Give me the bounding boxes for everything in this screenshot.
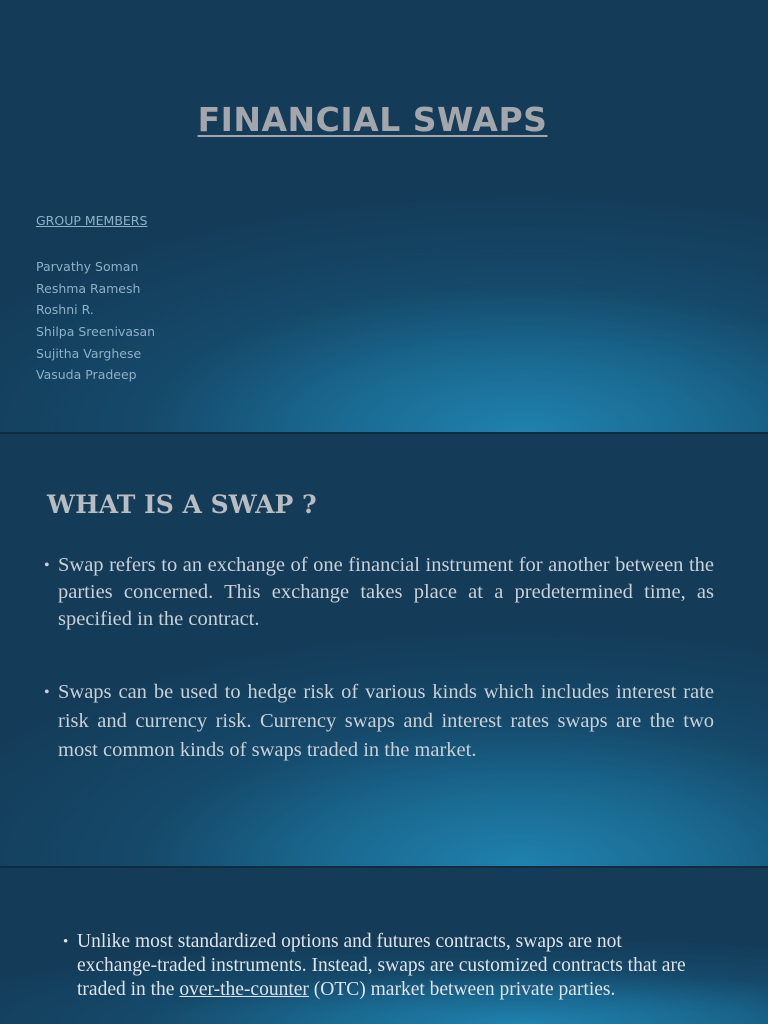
group-members-list bbox=[36, 256, 155, 386]
member-name: Vasuda Pradeep bbox=[36, 367, 137, 383]
bullet-glyph: • bbox=[44, 557, 50, 574]
bullet-point bbox=[63, 930, 703, 1002]
bullet-text: Swap refers to an exchange of one financial instrument for another between the parties concerned. This exchange takes place at a predetermined time, as specified in the contract. bbox=[58, 554, 714, 630]
bullet-text-after-link: (OTC) market between private parties. bbox=[308, 979, 616, 1000]
member-name: Sujitha Varghese bbox=[36, 345, 142, 361]
slide-what-is-swap bbox=[0, 434, 768, 866]
slide-otc bbox=[0, 868, 768, 1024]
bullet-text bbox=[77, 930, 703, 1002]
bullet-point bbox=[44, 678, 714, 765]
presentation-title: FINANCIAL SWAPS bbox=[197, 100, 548, 139]
member-name: Reshma Ramesh bbox=[36, 280, 141, 296]
member-name: Parvathy Soman bbox=[36, 259, 139, 274]
bullet-glyph: • bbox=[63, 934, 69, 950]
bullet-text-before-link: Unlike most standardized options and futures contracts, swaps are not exchange-traded instruments. Instead, swaps are customized contracts that are traded in the bbox=[77, 931, 686, 1000]
member-name: Shilpa Sreenivasan bbox=[36, 324, 156, 340]
bullet-point bbox=[44, 552, 714, 633]
slide-heading: WHAT IS A SWAP ? bbox=[47, 490, 317, 519]
group-members-heading: GROUP MEMBERS bbox=[36, 213, 148, 228]
otc-link[interactable]: over-the-counter bbox=[179, 979, 309, 1000]
slide-title bbox=[0, 0, 768, 432]
bullet-glyph: • bbox=[44, 684, 50, 701]
member-name: Roshni R. bbox=[36, 302, 94, 318]
bullet-text: Swaps can be used to hedge risk of various kinds which includes interest rate risk and currency risk. Currency swaps and interest rates swaps are the two most common kinds of swaps traded in the market. bbox=[58, 681, 714, 761]
